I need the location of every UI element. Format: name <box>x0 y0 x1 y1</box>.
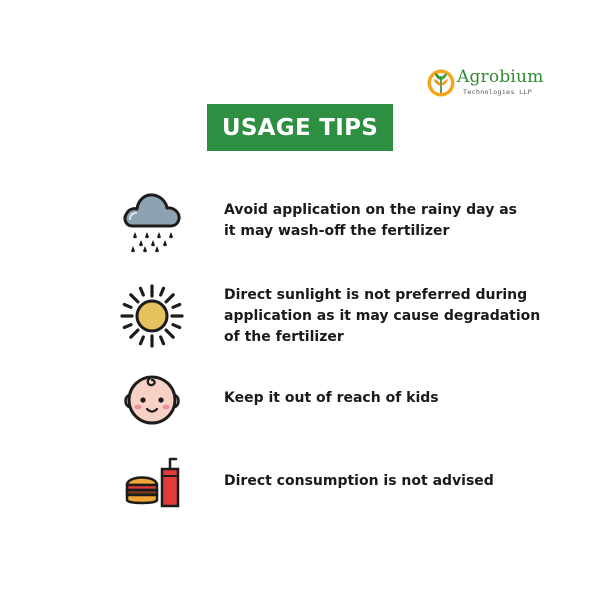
brand-logo <box>426 66 544 100</box>
logo-name: Agrobium <box>457 67 544 87</box>
leaf-logo-icon <box>426 68 456 98</box>
tip-rainy-day: Avoid application on the rainy day as it may wash-off the fertilizer <box>224 202 517 239</box>
rain-cloud-icon <box>121 188 183 254</box>
baby-face-icon <box>124 372 180 426</box>
page-title: USAGE TIPS <box>221 114 379 141</box>
tip-kids: Keep it out of reach of kids <box>224 390 439 406</box>
tip-direct-sunlight: Direct sunlight is not preferred during application as it may cause degradation of the fertilizer <box>224 287 541 345</box>
title-banner <box>207 104 393 151</box>
sun-icon <box>120 284 184 348</box>
tip-consumption: Direct consumption is not advised <box>224 473 494 489</box>
logo-subtitle: Technologies LLP <box>463 88 533 96</box>
burger-drink-icon <box>124 457 182 509</box>
